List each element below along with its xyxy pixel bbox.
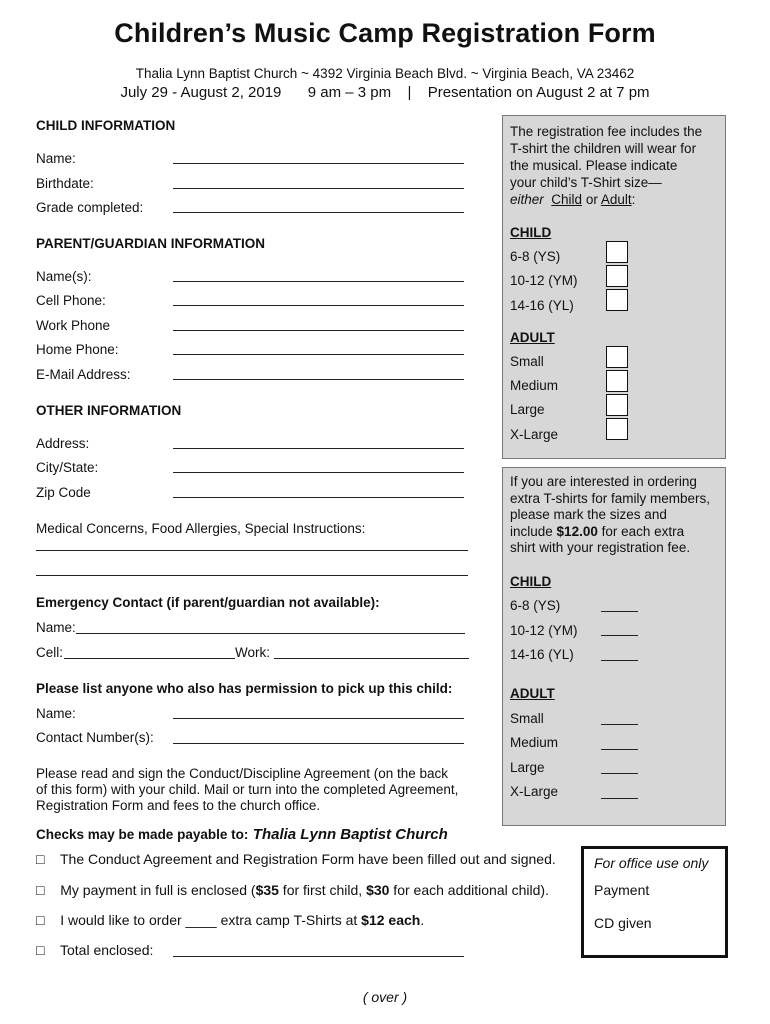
panel-text-line: shirt with your registration fee. (510, 540, 691, 555)
checklist-item-label: My payment in full is enclosed ( (60, 882, 256, 898)
extra-child-heading: CHILD (510, 574, 552, 589)
checklist-item-label: for each additional child). (389, 882, 549, 898)
panel-text-line: please mark the sizes and (510, 507, 667, 522)
extra-qty-small[interactable] (601, 724, 638, 725)
emergency-work-label: Work: (235, 645, 271, 660)
size-checkbox-ym[interactable] (606, 265, 628, 287)
parent-names-field[interactable] (173, 281, 464, 282)
medical-label: Medical Concerns, Food Allergies, Special Instructions: (36, 521, 366, 536)
checklist-item-label: I would like to order (60, 912, 186, 928)
checklist-item-label: The Conduct Agreement and Registration Form have been filled out and signed. (60, 851, 556, 867)
emergency-name-field[interactable] (76, 633, 465, 634)
tshirt-panel-intro (510, 123, 722, 208)
child-word: Child (551, 192, 583, 207)
city-state-label: City/State: (36, 460, 99, 475)
address-field[interactable] (173, 448, 464, 449)
checkbox-icon[interactable]: □ (36, 942, 45, 958)
checklist-item-label: . (420, 912, 425, 928)
child-grade-field[interactable] (173, 212, 464, 213)
size-label: Small (510, 711, 544, 726)
medical-field-line-1[interactable] (36, 550, 468, 551)
camp-time: 9 am – 3 pm (307, 84, 392, 101)
panel-text-line: extra T-shirts for family members, (510, 490, 711, 506)
emergency-name-label: Name: (36, 620, 76, 635)
extra-qty-ym[interactable] (601, 635, 638, 636)
office-payment-label: Payment (594, 882, 650, 898)
size-checkbox-xlarge[interactable] (606, 418, 628, 440)
office-cd-label: CD given (594, 915, 652, 931)
size-label: 14-16 (YL) (510, 647, 574, 662)
email-field[interactable] (173, 379, 464, 380)
church-address: Thalia Lynn Baptist Church ~ 4392 Virginia Beach Blvd. ~ Virginia Beach, VA 23462 (135, 66, 635, 81)
size-label: Medium (510, 735, 559, 750)
checklist-item-payment[interactable] (36, 882, 549, 898)
checklist-item-label: extra camp T-Shirts at (216, 912, 362, 928)
total-enclosed-field[interactable] (173, 956, 464, 957)
child-name-label: Name: (36, 151, 76, 166)
parent-names-label: Name(s): (36, 269, 92, 284)
size-label: 10-12 (YM) (510, 273, 578, 288)
adult-size-heading: ADULT (510, 330, 555, 345)
checkbox-icon[interactable]: □ (36, 882, 45, 898)
other-info-heading: OTHER INFORMATION (36, 403, 182, 418)
extra-shirt-price: $12.00 (556, 523, 598, 539)
size-checkbox-large[interactable] (606, 394, 628, 416)
extra-qty-yl[interactable] (601, 660, 638, 661)
size-label: X-Large (510, 427, 559, 442)
panel-text-line (510, 524, 722, 541)
zip-label: Zip Code (36, 485, 91, 500)
additional-child-price: $30 (366, 882, 390, 898)
checkbox-icon[interactable]: □ (36, 912, 45, 928)
parent-info-heading: PARENT/GUARDIAN INFORMATION (36, 236, 265, 251)
checks-payable (36, 826, 448, 844)
size-label: 6-8 (YS) (510, 598, 561, 613)
or-word: or (582, 192, 601, 207)
size-label: Large (510, 760, 545, 775)
agreement-line: Please read and sign the Conduct/Discipline Agreement (on the back (36, 766, 449, 781)
pickup-name-field[interactable] (173, 718, 464, 719)
extra-qty-xlarge[interactable] (601, 798, 638, 799)
over-note: ( over ) (362, 989, 408, 1005)
adult-word: Adult (600, 192, 632, 207)
panel-text-line: If you are interested in ordering (510, 474, 697, 489)
size-label: 10-12 (YM) (510, 623, 578, 638)
pickup-contact-field[interactable] (173, 743, 464, 744)
tshirt-price: $12 each (361, 912, 421, 928)
pickup-contact-label: Contact Number(s): (36, 730, 154, 745)
panel-text-line: T-shirt the children will wear for (510, 141, 697, 156)
emergency-cell-label: Cell: (36, 645, 64, 660)
checklist-item-forms[interactable] (36, 851, 556, 867)
panel-text-line (510, 191, 722, 208)
extra-qty-large[interactable] (601, 773, 638, 774)
emergency-heading: Emergency Contact (if parent/guardian not available): (36, 595, 380, 610)
panel-text: include (510, 523, 557, 539)
first-child-price: $35 (255, 882, 279, 898)
size-label: Small (510, 354, 544, 369)
agreement-line: of this form) with your child. Mail or turn into the completed Agreement, (36, 782, 459, 797)
checklist-item-label: for first child, (278, 882, 367, 898)
pickup-name-label: Name: (36, 706, 76, 721)
either-text: either (510, 192, 544, 207)
city-state-field[interactable] (173, 472, 464, 473)
size-checkbox-medium[interactable] (606, 370, 628, 392)
home-phone-label: Home Phone: (36, 342, 119, 357)
checklist-item-label: Total enclosed: (60, 942, 154, 958)
checklist-item-tshirts[interactable] (36, 912, 424, 928)
extra-panel-intro (510, 474, 722, 557)
size-checkbox-small[interactable] (606, 346, 628, 368)
office-use-box (581, 846, 728, 958)
child-grade-label: Grade completed: (36, 200, 144, 215)
agreement-text (36, 766, 458, 814)
work-phone-field[interactable] (173, 330, 464, 331)
panel-text: for each extra (597, 523, 685, 539)
office-use-title: For office use only (594, 855, 709, 871)
medical-field-line-2[interactable] (36, 575, 468, 576)
address-label: Address: (36, 436, 90, 451)
presentation-info: Presentation on August 2 at 7 pm (427, 84, 650, 101)
child-name-field[interactable] (173, 163, 464, 164)
panel-text-line: your child’s T-Shirt size— (510, 175, 662, 190)
size-label: 6-8 (YS) (510, 249, 561, 264)
size-checkbox-ys[interactable] (606, 241, 628, 263)
camp-schedule (0, 84, 770, 101)
agreement-line: Registration Form and fees to the church office. (36, 798, 321, 813)
separator: | (407, 84, 412, 101)
colon: : (631, 192, 636, 207)
size-label: Medium (510, 378, 559, 393)
home-phone-field[interactable] (173, 354, 464, 355)
email-label: E-Mail Address: (36, 367, 131, 382)
cell-phone-field[interactable] (173, 305, 464, 306)
checklist-item-total[interactable] (36, 942, 153, 958)
extra-adult-heading: ADULT (510, 686, 555, 701)
payee-name: Thalia Lynn Baptist Church (252, 826, 448, 843)
extra-qty-ys[interactable] (601, 611, 638, 612)
extra-qty-medium[interactable] (601, 749, 638, 750)
zip-field[interactable] (173, 497, 464, 498)
pickup-heading: Please list anyone who also has permission to pick up this child: (36, 681, 453, 696)
child-birthdate-field[interactable] (173, 188, 464, 189)
child-info-heading: CHILD INFORMATION (36, 118, 176, 133)
size-label: Large (510, 402, 545, 417)
child-birthdate-label: Birthdate: (36, 176, 94, 191)
camp-dates: July 29 - August 2, 2019 (120, 84, 282, 101)
child-size-heading: CHILD (510, 225, 552, 240)
emergency-work-field[interactable] (274, 658, 469, 659)
checks-label: Checks may be made payable to: (36, 827, 249, 842)
size-label: X-Large (510, 784, 559, 799)
emergency-cell-field[interactable] (64, 658, 235, 659)
size-label: 14-16 (YL) (510, 298, 574, 313)
size-checkbox-yl[interactable] (606, 289, 628, 311)
cell-phone-label: Cell Phone: (36, 293, 106, 308)
panel-text-line: The registration fee includes the (510, 124, 703, 139)
panel-text-line: the musical. Please indicate (510, 158, 678, 173)
work-phone-label: Work Phone (36, 318, 111, 333)
page-title: Children’s Music Camp Registration Form (114, 18, 656, 48)
checkbox-icon[interactable]: □ (36, 851, 45, 867)
tshirt-count-blank[interactable]: ____ (185, 912, 217, 928)
